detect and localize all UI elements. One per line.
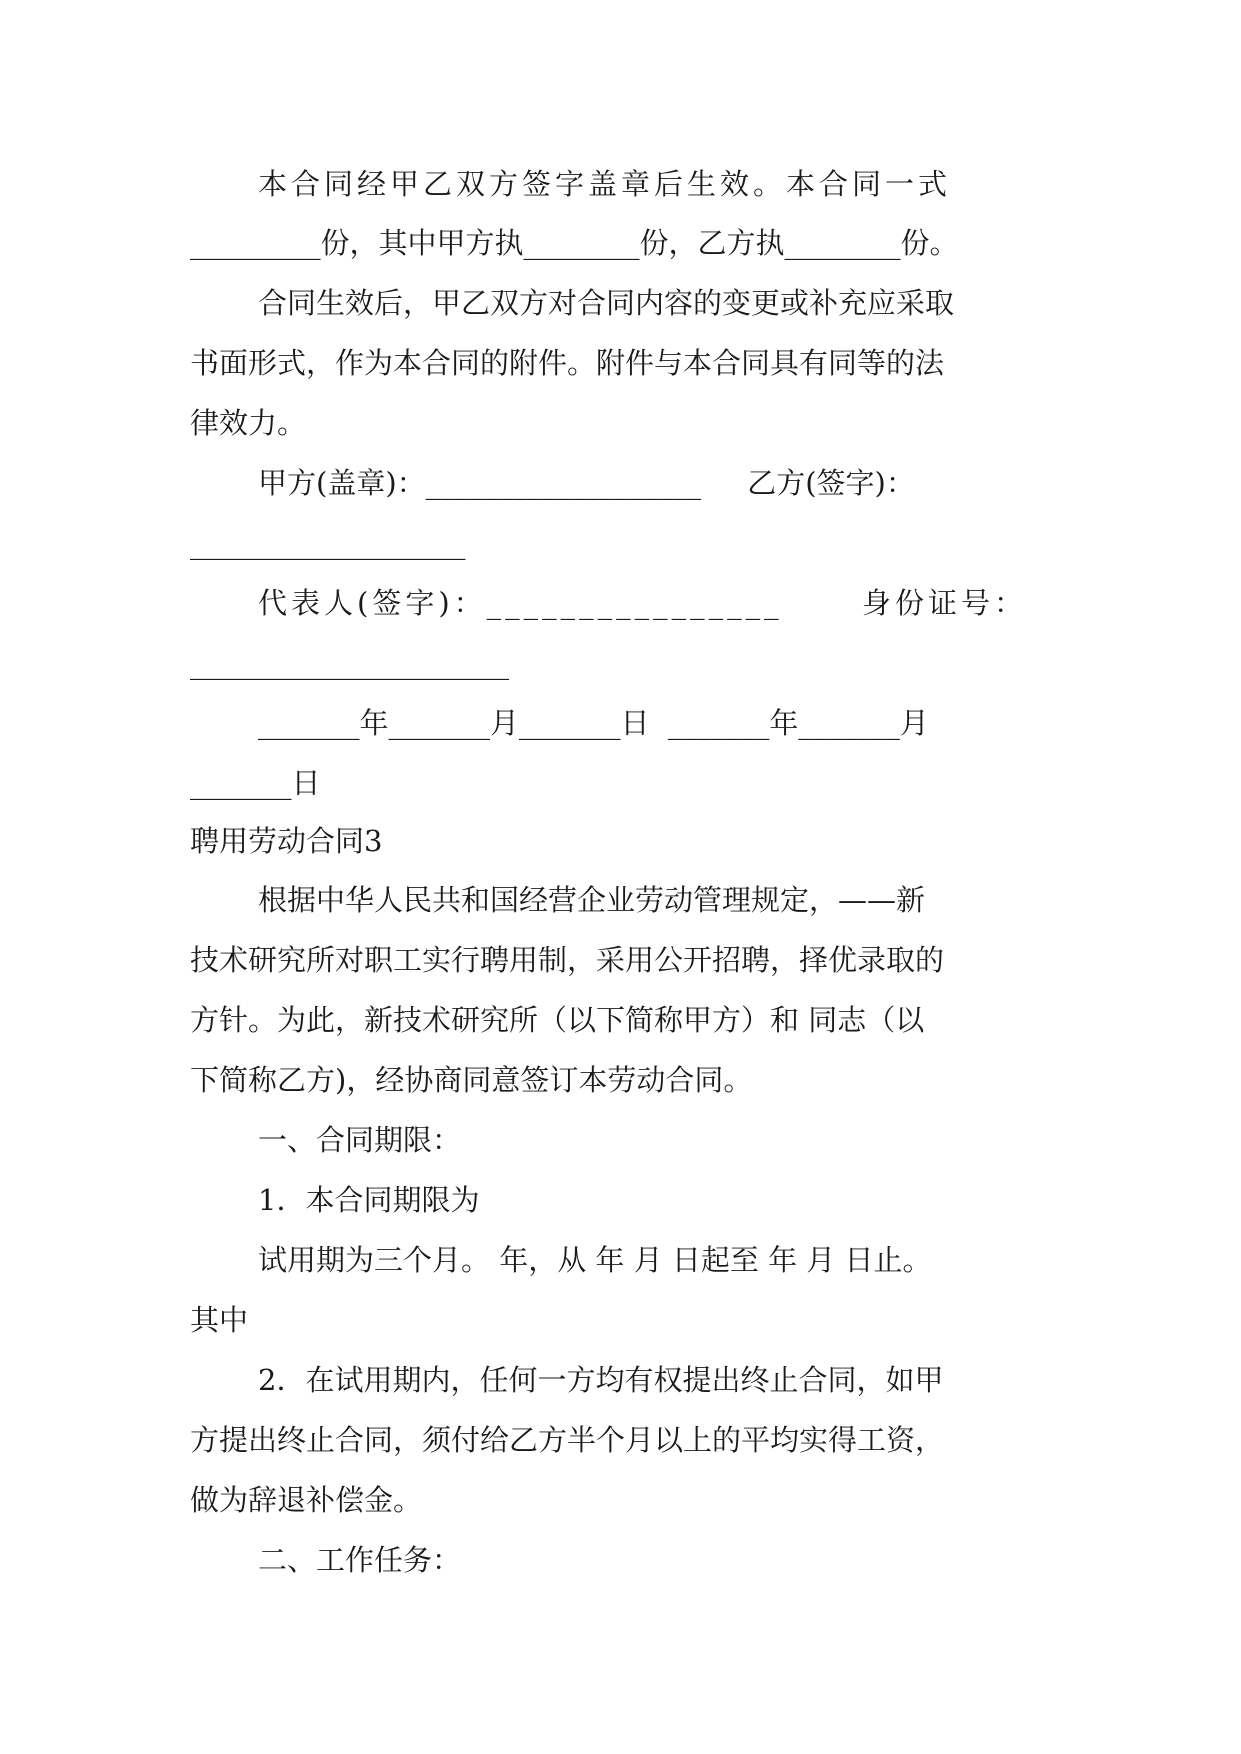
probation-line: 试用期为三个月。 年，从 年 月 日起至 年 月 日止。	[258, 1243, 932, 1277]
date-line-end: _______日	[190, 766, 321, 800]
clause-2: 2．在试用期内，任何一方均有权提出终止合同，如甲	[258, 1363, 944, 1397]
copies-line: _________份，其中甲方执________份，乙方执________份。	[190, 226, 959, 260]
section-title: 聘用劳动合同3	[190, 824, 383, 858]
heading-term: 一、合同期限：	[258, 1123, 462, 1157]
representative-line: 代表人(签字)：________________ 身份证号：	[258, 586, 1027, 620]
paragraph-amendment-end: 律效力。	[190, 406, 307, 440]
probation-line-end: 其中	[190, 1303, 249, 1337]
paragraph-intro-2: 技术研究所对职工实行聘用制，采用公开招聘，择优录取的	[190, 943, 945, 977]
clause-2-cont: 方提出终止合同，须付给乙方半个月以上的平均实得工资，	[190, 1423, 945, 1457]
heading-tasks: 二、工作任务：	[258, 1543, 462, 1577]
clause-1: 1．本合同期限为	[258, 1183, 480, 1217]
paragraph-intro-4: 下简称乙方)，经协商同意签订本劳动合同。	[190, 1063, 753, 1097]
clause-2-end: 做为辞退补偿金。	[190, 1483, 423, 1517]
paragraph-effectiveness: 本合同经甲乙双方签字盖章后生效。本合同一式	[258, 167, 952, 201]
id-number-blank: ______________________	[190, 646, 509, 680]
signature-blank-line: ___________________	[190, 526, 466, 560]
signature-party-line: 甲方(盖章)：___________________ 乙方(签字)：	[258, 466, 915, 500]
paragraph-amendment-cont: 书面形式，作为本合同的附件。附件与本合同具有同等的法	[190, 346, 945, 380]
date-line: _______年_______月_______日 _______年_______月	[258, 706, 929, 740]
paragraph-intro-3: 方针。为此，新技术研究所（以下简称甲方）和 同志（以	[190, 1003, 925, 1037]
paragraph-amendment: 合同生效后，甲乙双方对合同内容的变更或补充应采取	[258, 286, 955, 320]
paragraph-intro: 根据中华人民共和国经营企业劳动管理规定，——新	[258, 883, 926, 917]
